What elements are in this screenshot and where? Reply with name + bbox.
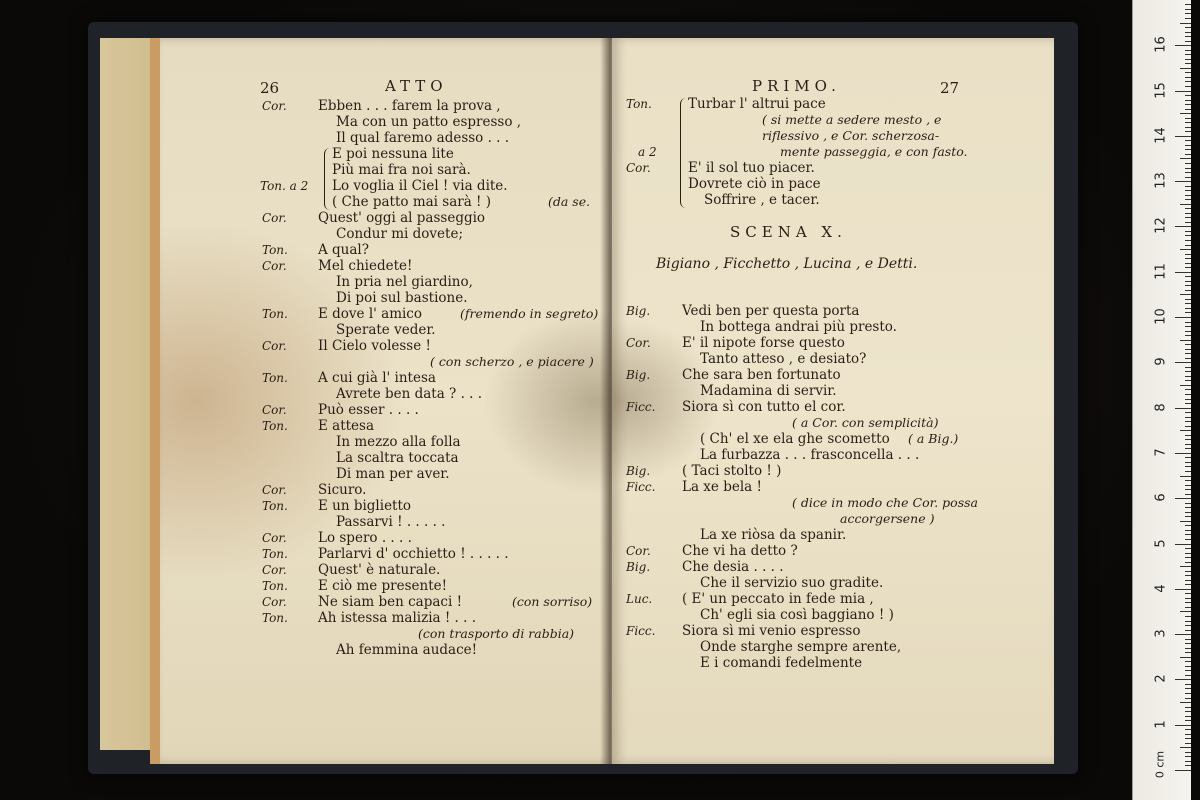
ruler-tick [1185, 716, 1191, 717]
ruler-tick [1185, 688, 1191, 689]
right-page [612, 38, 1054, 764]
ruler-tick [1185, 507, 1191, 508]
ruler-tick [1180, 476, 1191, 477]
speaker-label: Ton. [626, 97, 652, 111]
ruler-tick [1185, 720, 1191, 721]
ruler-tick [1185, 421, 1191, 422]
ruler-tick [1185, 235, 1191, 236]
ruler-tick [1175, 589, 1191, 590]
verse-line: E ciò me presente! [318, 578, 448, 594]
ruler-tick [1185, 621, 1191, 622]
verse-line: ( E' un peccato in fede mia , [682, 591, 874, 607]
stage-direction: riflessivo , e Cor. scherzosa- [762, 128, 940, 143]
stage-direction: (fremendo in segreto) [460, 306, 599, 321]
ruler-tick [1185, 466, 1191, 467]
ruler-tick [1185, 163, 1191, 164]
verse-line: Tanto atteso , e desiato? [700, 351, 867, 367]
speaker-label: Ton. a 2 [260, 179, 309, 193]
ruler-tick [1185, 54, 1191, 55]
ruler-tick [1175, 226, 1191, 227]
ruler-tick [1185, 100, 1191, 101]
verse-line: La furbazza . . . frasconcella . . . [700, 447, 920, 463]
ruler-tick [1185, 303, 1191, 304]
verse-line: La scaltra toccata [336, 450, 459, 466]
speaker-label: Ton. [262, 579, 288, 593]
ruler-tick [1185, 371, 1191, 372]
ruler-tick [1185, 367, 1191, 368]
verse-line: E un biglietto [318, 498, 412, 514]
ruler-tick [1185, 276, 1191, 277]
ruler-tick [1185, 344, 1191, 345]
verse-line: Sicuro. [318, 482, 367, 498]
ruler-tick [1185, 616, 1191, 617]
ruler-tick [1185, 59, 1191, 60]
ruler-tick [1175, 725, 1191, 726]
ruler-tick [1185, 448, 1191, 449]
verse-line: Il Cielo volesse ! [318, 338, 431, 354]
verse-line: Sperate veder. [336, 322, 436, 338]
ruler-number: 15 [1153, 81, 1169, 99]
ruler-number: 5 [1153, 538, 1169, 548]
ruler-tick [1185, 593, 1191, 594]
ruler-unit: 0 cm [1153, 750, 1167, 779]
verse-line: Che sara ben fortunato [682, 367, 841, 383]
ruler-tick [1185, 389, 1191, 390]
ruler-tick [1185, 684, 1191, 685]
ruler-tick [1185, 602, 1191, 603]
speaker-label: a 2 [638, 145, 657, 159]
speaker-label: Ficc. [626, 480, 656, 494]
ruler-tick [1185, 752, 1191, 753]
verse-line: Turbar l' altrui pace [688, 96, 826, 112]
ruler-number: 4 [1153, 584, 1169, 593]
ruler-tick [1185, 525, 1191, 526]
running-header: PRIMO. [752, 77, 841, 95]
ruler-tick [1185, 27, 1191, 28]
verse-line: In pria nel giardino, [336, 274, 473, 290]
ruler-tick [1185, 308, 1191, 309]
ruler-tick [1185, 63, 1191, 64]
speaker-label: Ficc. [626, 624, 656, 638]
ruler-tick [1185, 738, 1191, 739]
ruler-tick [1185, 95, 1191, 96]
ruler-tick [1185, 630, 1191, 631]
verse-line: Parlarvi d' occhietto ! . . . . . [318, 546, 509, 562]
scene-title: SCENA X. [730, 223, 847, 241]
speaker-label: Cor. [626, 336, 651, 350]
ruler-tick [1185, 639, 1191, 640]
stage-direction: ( dice in modo che Cor. possa [792, 495, 978, 510]
verse-line: In mezzo alla folla [336, 434, 461, 450]
ruler-tick [1185, 131, 1191, 132]
verse-line: Ma con un patto espresso , [336, 114, 522, 130]
ruler-tick [1185, 439, 1191, 440]
ruler-tick [1185, 548, 1191, 549]
ruler-tick [1185, 729, 1191, 730]
ruler-tick [1180, 204, 1191, 205]
ruler-tick [1185, 734, 1191, 735]
ruler-tick [1185, 562, 1191, 563]
speaker-label: Ton. [262, 419, 288, 433]
ruler-tick [1185, 267, 1191, 268]
verse-line: E' il sol tuo piacer. [688, 160, 815, 176]
verse-line: Condur mi dovete; [336, 226, 463, 242]
ruler-tick [1185, 489, 1191, 490]
ruler-tick [1185, 743, 1191, 744]
ruler-tick [1185, 358, 1191, 359]
ruler-tick [1185, 186, 1191, 187]
ruler-tick [1180, 294, 1191, 295]
ruler-tick [1185, 625, 1191, 626]
ruler-tick [1175, 408, 1191, 409]
verse-line: Madamina di servir. [700, 383, 837, 399]
speaker-label: Luc. [626, 592, 653, 606]
ruler-tick [1185, 240, 1191, 241]
ruler-tick [1185, 50, 1191, 51]
verse-line: Vedi ben per questa porta [682, 303, 860, 319]
verse-line: Passarvi ! . . . . . [336, 514, 446, 530]
ruler-tick [1185, 403, 1191, 404]
ruler-tick [1185, 285, 1191, 286]
speaker-label: Big. [626, 464, 651, 478]
verse-line: Lo spero . . . . [318, 530, 412, 546]
ensemble-brace [680, 98, 687, 208]
ruler-tick [1185, 516, 1191, 517]
ruler-number: 6 [1153, 493, 1169, 502]
ruler-number: 14 [1153, 127, 1169, 144]
ruler-tick [1185, 140, 1191, 141]
ruler-tick [1180, 385, 1191, 386]
ruler-tick [1185, 643, 1191, 644]
verse-line: Siora sì con tutto el cor. [682, 399, 846, 415]
ruler-tick [1185, 765, 1191, 766]
speaker-label: Cor. [262, 483, 287, 497]
ruler-number: 16 [1153, 36, 1169, 53]
ruler-tick [1185, 245, 1191, 246]
speaker-label: Ton. [262, 611, 288, 625]
ruler-tick [1175, 362, 1191, 363]
ruler-tick [1175, 544, 1191, 545]
verse-line: Ebben . . . farem la prova , [318, 98, 501, 114]
ruler-number: 7 [1153, 448, 1169, 457]
ruler-tick [1175, 272, 1191, 273]
speaker-label: Cor. [626, 544, 651, 558]
ruler-tick [1185, 417, 1191, 418]
verse-line: La xe riòsa da spanir. [700, 527, 847, 543]
ruler-tick [1185, 145, 1191, 146]
ruler-tick [1185, 539, 1191, 540]
verse-line: Mel chiedete! [318, 258, 413, 274]
ruler-tick [1185, 598, 1191, 599]
verse-line: Ah istessa malizia ! . . . [318, 610, 477, 626]
speaker-label: Big. [626, 368, 651, 382]
ruler-tick [1185, 222, 1191, 223]
ruler-tick [1185, 326, 1191, 327]
ruler-tick [1175, 317, 1191, 318]
running-header: ATTO [385, 77, 448, 95]
ruler-tick [1180, 113, 1191, 114]
stage-direction: (da se. [548, 194, 591, 209]
ruler-tick [1185, 104, 1191, 105]
ruler-tick [1185, 72, 1191, 73]
ruler-tick [1175, 634, 1191, 635]
ruler-tick [1175, 136, 1191, 137]
ruler-tick [1175, 91, 1191, 92]
ruler-number: 3 [1153, 629, 1169, 638]
verse-line: E attesa [318, 418, 375, 434]
ruler-tick [1185, 670, 1191, 671]
ruler-tick [1185, 698, 1191, 699]
verse-line: Dovrete ciò in pace [688, 176, 821, 192]
ruler-tick [1185, 9, 1191, 10]
ruler-tick [1185, 693, 1191, 694]
ruler-tick [1175, 181, 1191, 182]
ruler-tick [1185, 444, 1191, 445]
verse-line: A qual? [318, 242, 369, 258]
ruler-tick [1175, 498, 1191, 499]
speaker-label: Cor. [262, 259, 287, 273]
ruler-tick [1185, 503, 1191, 504]
ruler-tick [1185, 349, 1191, 350]
ruler-tick [1185, 661, 1191, 662]
ruler-tick [1180, 611, 1191, 612]
ruler-tick [1180, 158, 1191, 159]
ruler-tick [1185, 331, 1191, 332]
ruler-tick [1185, 557, 1191, 558]
ruler-tick [1185, 281, 1191, 282]
verse-line: Più mai fra noi sarà. [332, 162, 471, 178]
ruler-tick [1185, 480, 1191, 481]
stage-direction: ( a Cor. con semplicità) [792, 415, 939, 430]
verse-line: E dove l' amico [318, 306, 422, 322]
ruler-tick [1185, 258, 1191, 259]
ruler-tick [1185, 4, 1191, 5]
page-number: 27 [940, 79, 960, 97]
ruler-tick [1185, 584, 1191, 585]
ruler-number: 8 [1153, 402, 1169, 412]
ruler-tick [1185, 168, 1191, 169]
verse-line: E' il nipote forse questo [682, 335, 845, 351]
ruler-tick [1185, 471, 1191, 472]
verse-line: Può esser . . . . [318, 402, 419, 418]
ruler-tick [1185, 607, 1191, 608]
ruler-tick [1185, 462, 1191, 463]
verse-line: Quest' oggi al passeggio [318, 210, 486, 226]
scene-cast: Bigiano , Ficchetto , Lucina , e Detti. [656, 256, 918, 272]
ruler-tick [1175, 679, 1191, 680]
ruler-tick [1185, 666, 1191, 667]
verse-line: In bottega andrai più presto. [700, 319, 897, 335]
speaker-label: Cor. [262, 531, 287, 545]
ruler-tick [1185, 290, 1191, 291]
stage-direction: (con sorriso) [512, 594, 593, 609]
ruler-tick [1185, 756, 1191, 757]
ruler-tick [1185, 534, 1191, 535]
ruler-tick [1185, 494, 1191, 495]
ruler-tick [1185, 231, 1191, 232]
ruler-number: 9 [1153, 357, 1169, 366]
verse-line: E poi nessuna lite [332, 146, 454, 162]
ruler-tick [1185, 263, 1191, 264]
ruler-tick [1185, 199, 1191, 200]
ruler-tick [1185, 707, 1191, 708]
page-number: 26 [260, 79, 280, 97]
stage-direction: (con trasporto di rabbia) [418, 626, 575, 641]
verse-line: Che vi ha detto ? [682, 543, 798, 559]
speaker-label: Ton. [262, 547, 288, 561]
verse-line: Lo voglia il Ciel ! via dite. [332, 178, 508, 194]
ruler-tick [1185, 376, 1191, 377]
stage-direction: ( a Big.) [908, 431, 959, 446]
ruler-tick [1185, 122, 1191, 123]
ruler-tick [1175, 770, 1191, 771]
ruler-tick [1185, 485, 1191, 486]
ruler-tick [1185, 118, 1191, 119]
ruler-tick [1185, 412, 1191, 413]
ruler-tick [1185, 190, 1191, 191]
verse-line: Di man per aver. [336, 466, 450, 482]
verse-line: ( Che patto mai sarà ! ) [332, 194, 492, 210]
ruler-tick [1185, 399, 1191, 400]
ruler-tick [1185, 154, 1191, 155]
ruler-tick [1185, 217, 1191, 218]
verse-line: E i comandi fedelmente [700, 655, 863, 671]
verse-line: Quest' è naturale. [318, 562, 441, 578]
ruler-tick [1185, 195, 1191, 196]
ruler-tick [1185, 41, 1191, 42]
ruler-number: 12 [1153, 217, 1169, 235]
ruler-number: 10 [1153, 308, 1169, 325]
speaker-label: Cor. [626, 161, 651, 175]
ruler-tick [1185, 81, 1191, 82]
ruler-tick [1185, 18, 1191, 19]
ruler-tick [1175, 45, 1191, 46]
ruler-tick [1185, 457, 1191, 458]
ruler-tick [1180, 249, 1191, 250]
ruler-tick [1185, 675, 1191, 676]
verse-line: Di poi sul bastione. [336, 290, 468, 306]
verse-line: Ah femmina audace! [336, 642, 478, 658]
verse-line: Che il servizio suo gradite. [700, 575, 884, 591]
ruler-tick [1185, 322, 1191, 323]
ruler-tick [1185, 512, 1191, 513]
verse-line: Che desia . . . . [682, 559, 784, 575]
ruler-tick [1185, 109, 1191, 110]
ruler-tick [1180, 68, 1191, 69]
speaker-label: Ton. [262, 371, 288, 385]
ensemble-brace [324, 148, 331, 210]
ruler-tick [1185, 213, 1191, 214]
ruler-tick [1185, 32, 1191, 33]
ruler-tick [1185, 426, 1191, 427]
speaker-label: Cor. [262, 563, 287, 577]
ruler-tick [1185, 312, 1191, 313]
ruler-tick [1185, 435, 1191, 436]
ruler-tick [1185, 77, 1191, 78]
stage-direction: accorgersene ) [840, 511, 935, 526]
ruler-tick [1180, 430, 1191, 431]
speaker-label: Cor. [262, 595, 287, 609]
ruler-tick [1185, 86, 1191, 87]
left-page [150, 38, 618, 764]
ruler-tick [1185, 711, 1191, 712]
speaker-label: Cor. [262, 99, 287, 113]
ruler-tick [1185, 761, 1191, 762]
speaker-label: Ton. [262, 243, 288, 257]
verse-line: ( Ch' el xe ela ghe scometto [700, 431, 890, 447]
speaker-label: Ficc. [626, 400, 656, 414]
ruler-tick [1185, 575, 1191, 576]
ruler-tick [1180, 657, 1191, 658]
speaker-label: Big. [626, 560, 651, 574]
ruler-tick [1185, 652, 1191, 653]
ruler-tick [1185, 299, 1191, 300]
verse-line: Ne siam ben capaci ! [318, 594, 462, 610]
speaker-label: Cor. [262, 211, 287, 225]
ruler-tick [1185, 177, 1191, 178]
ruler-number: 2 [1153, 674, 1169, 684]
ruler-tick [1185, 353, 1191, 354]
verse-line: Siora sì mi venio espresso [682, 623, 861, 639]
ruler-tick [1185, 553, 1191, 554]
stage-direction: ( con scherzo , e piacere ) [430, 354, 594, 369]
ruler-tick [1180, 521, 1191, 522]
ruler-tick [1185, 580, 1191, 581]
ruler-tick [1180, 23, 1191, 24]
ruler-tick [1185, 208, 1191, 209]
ruler-tick [1180, 566, 1191, 567]
verse-line: La xe bela ! [682, 479, 762, 495]
ruler-tick [1185, 172, 1191, 173]
verse-line: A cui già l' intesa [318, 370, 436, 386]
ruler-tick [1185, 530, 1191, 531]
ruler-tick [1185, 254, 1191, 255]
speaker-label: Ton. [262, 499, 288, 513]
ruler-tick [1175, 453, 1191, 454]
ruler-number: 11 [1153, 262, 1169, 280]
ruler-number: 1 [1153, 720, 1169, 729]
verse-line: ( Taci stolto ! ) [682, 463, 782, 479]
stage-direction: ( si mette a sedere mesto , e [762, 112, 942, 127]
speaker-label: Cor. [262, 339, 287, 353]
ruler-tick [1185, 394, 1191, 395]
stage-direction: mente passeggia, e con fasto. [780, 144, 968, 159]
ruler-tick [1180, 747, 1191, 748]
ruler-tick [1185, 571, 1191, 572]
ruler-tick [1185, 335, 1191, 336]
speaker-label: Ton. [262, 307, 288, 321]
ruler-tick [1185, 149, 1191, 150]
ruler-tick [1185, 13, 1191, 14]
verse-line: Ch' egli sia così baggiano ! ) [700, 607, 894, 623]
ruler-tick [1185, 648, 1191, 649]
measuring-ruler [1132, 0, 1191, 800]
speaker-label: Big. [626, 304, 651, 318]
speaker-label: Cor. [262, 403, 287, 417]
verse-line: Soffrire , e tacer. [704, 192, 820, 208]
ruler-tick [1180, 340, 1191, 341]
ruler-tick [1185, 36, 1191, 37]
verse-line: Onde starghe sempre arente, [700, 639, 902, 655]
ruler-tick [1185, 127, 1191, 128]
ruler-number: 13 [1153, 172, 1169, 189]
ruler-tick [1185, 380, 1191, 381]
verse-line: Il qual faremo adesso . . . [336, 130, 510, 146]
verse-line: Avrete ben data ? . . . [336, 386, 483, 402]
ruler-tick [1180, 702, 1191, 703]
